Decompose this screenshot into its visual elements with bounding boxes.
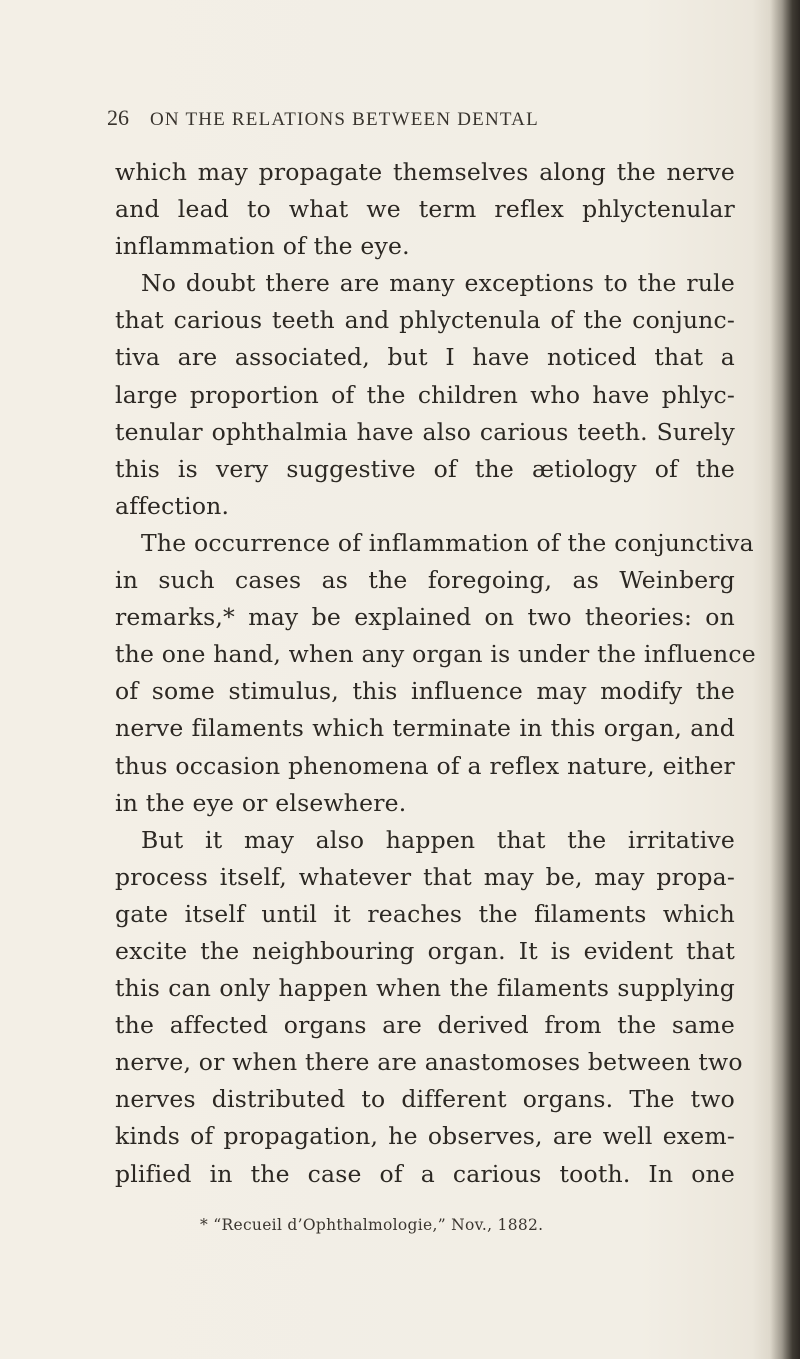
text-line: plified in the case of a carious tooth. In one [115,1159,735,1188]
text-line: this is very suggestive of the ætiology of the [115,454,735,483]
page-number: 26 [107,105,129,130]
text-line: tenular ophthalmia have also carious teeth. Surely [115,417,735,446]
text-line: the affected organs are derived from the same [115,1011,735,1040]
body-text [115,154,756,1193]
text-line: gate itself until it reaches the filaments which [115,899,735,928]
text-line: thus occasion phenomena of a reflex nature, either [115,751,735,780]
text-line: the one hand, when any organ is under the influence [115,640,756,669]
text-line: in the eye or elsewhere. [115,788,407,817]
text-line: which may propagate themselves along the nerve [115,158,735,186]
text-line: nerves distributed to different organs. The two [115,1085,735,1114]
text-line: The occurrence of inflammation of the conjunctiva [141,528,754,557]
text-line: remarks,* may be explained on two theories: on [115,603,735,632]
running-head: ON THE RELATIONS BETWEEN DENTAL [150,109,539,130]
text-line: excite the neighbouring organ. It is evident that [115,936,735,965]
text-line: that carious teeth and phlyctenula of the conjunc- [115,306,735,335]
text-line: affection. [115,491,230,520]
text-line: in such cases as the foregoing, as Weinberg [115,566,735,595]
text-line: tiva are associated, but I have noticed that a [115,343,735,372]
text-line: large proportion of the children who have phlyc- [115,380,735,409]
text-line: inflammation of the eye. [115,232,410,261]
text-line: But it may also happen that the irritative [141,825,735,854]
text-line: nerve filaments which terminate in this organ, and [115,714,735,743]
text-line: this can only happen when the filaments supplying [115,974,735,1003]
text-line: process itself, whatever that may be, may propa- [115,862,735,891]
text-line: and lead to what we term reflex phlyctenular [115,195,735,224]
text-line: of some stimulus, this influence may modify the [115,677,735,706]
text-line: kinds of propagation, he observes, are well exem- [115,1122,735,1151]
text-line: No doubt there are many exceptions to the rule [141,269,735,298]
footnote: * “Recueil d’Ophthalmologie,” Nov., 1882. [200,1216,544,1234]
binding-edge [770,0,800,1359]
text-line: nerve, or when there are anastomoses between two [115,1048,743,1077]
page-header [107,105,707,145]
